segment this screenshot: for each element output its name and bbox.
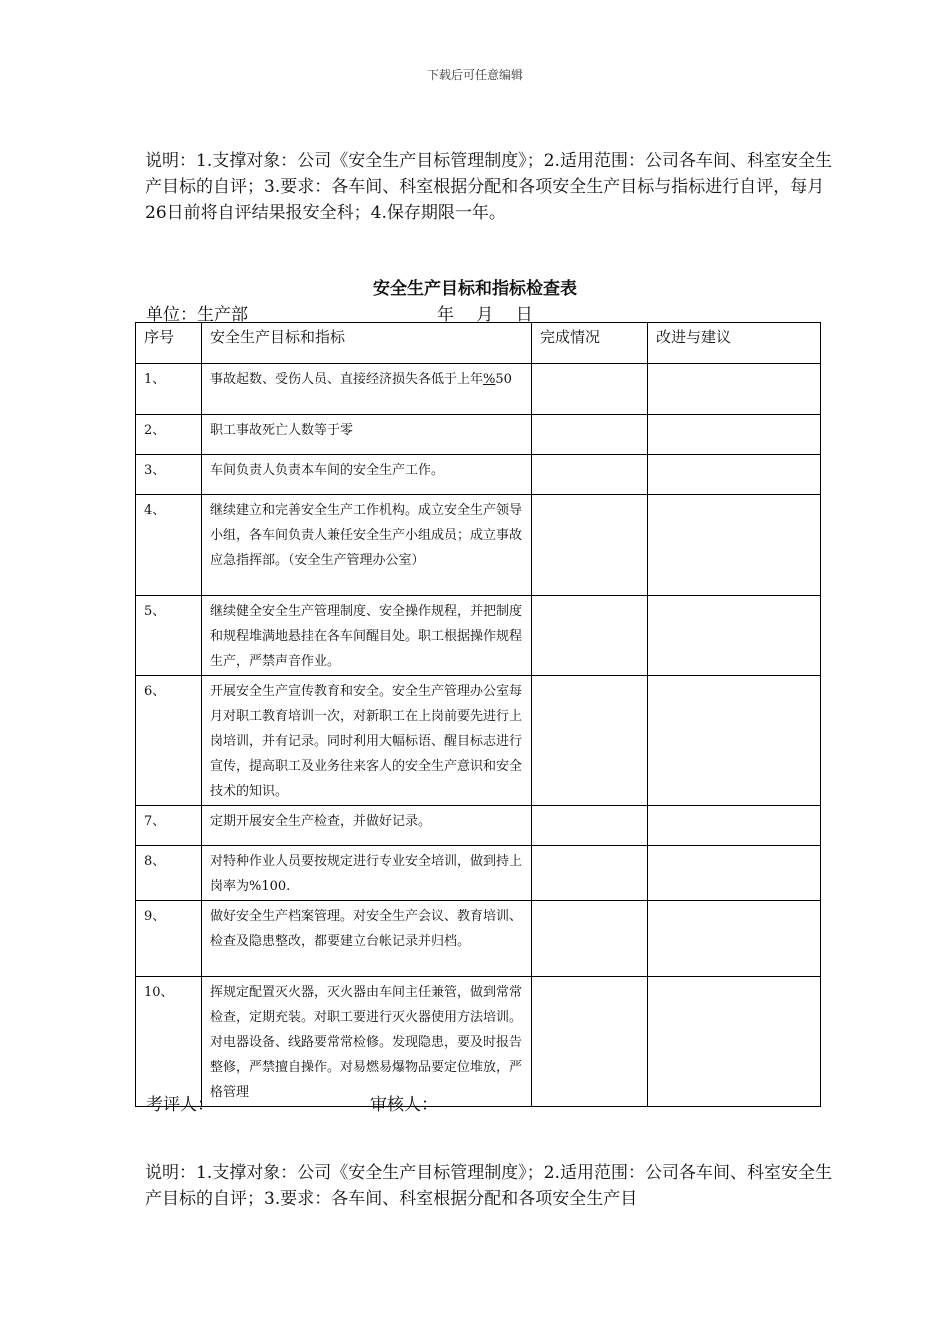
row-number: 3、 — [136, 455, 202, 495]
completion-cell[interactable] — [532, 806, 648, 846]
row-target: 对特种作业人员要按规定进行专业安全培训，做到持上岗率为%100. — [202, 846, 532, 901]
assessor-label: 考评人： — [146, 1095, 214, 1115]
table-row — [136, 901, 821, 977]
footer-paragraph: 说明：1.支撑对象：公司《安全生产目标管理制度》；2.适用范围：公司各车间、科室安全生产目标的自评；3.要求：各车间、科室根据分配和各项安全生产目 — [145, 1163, 832, 1209]
row-target: 继续健全安全生产管理制度、安全操作规程，并把制度和规程堆满地悬挂在各车间醒目处。职工根据操作规程生产，严禁声音作业。 — [202, 596, 532, 676]
table-row — [136, 676, 821, 806]
row-target: 车间负责人负责本车间的安全生产工作。 — [202, 455, 532, 495]
row-target: 开展安全生产宣传教育和安全。安全生产管理办公室每月对职工教育培训一次，对新职工在上岗前要先进行上岗培训，并有记录。同时利用大幅标语、醒目标志进行宣传，提高职工及业务往来客人的安全生产意识和安全技术的知识。 — [202, 676, 532, 806]
suggestion-cell[interactable] — [648, 596, 821, 676]
col-header-target: 安全生产目标和指标 — [202, 323, 532, 364]
completion-cell[interactable] — [532, 364, 648, 415]
col-header-suggestion: 改进与建议 — [648, 323, 821, 364]
suggestion-cell[interactable] — [648, 846, 821, 901]
col-header-number: 序号 — [136, 323, 202, 364]
completion-cell[interactable] — [532, 596, 648, 676]
row-target: 挥规定配置灭火器，灭火器由车间主任兼管，做到常常检查，定期充装。对职工要进行灭火器使用方法培训。对电器设备、线路要常常检修。发现隐患，要及时报告整修，严禁擅自操作。对易燃易爆物品要定位堆放，严格管理 — [202, 977, 532, 1107]
row-number: 10、 — [136, 977, 202, 1107]
suggestion-cell[interactable] — [648, 977, 821, 1107]
date-label: 年 月 日 — [437, 305, 533, 325]
table-row — [136, 364, 821, 415]
row-number: 9、 — [136, 901, 202, 977]
reviewer-label: 审核人： — [370, 1095, 438, 1115]
completion-cell[interactable] — [532, 977, 648, 1107]
completion-cell[interactable] — [532, 846, 648, 901]
row-number: 8、 — [136, 846, 202, 901]
row-target-text: 事故起数、受伤人员、直接经济损失各低于上年 — [210, 372, 484, 387]
row-number: 2、 — [136, 415, 202, 455]
table-header-row — [136, 323, 821, 364]
row-target-tail: 50 — [495, 372, 512, 387]
table-row — [136, 977, 821, 1107]
row-target: 定期开展安全生产检查，并做好记录。 — [202, 806, 532, 846]
row-target-underlined: % — [483, 372, 496, 387]
completion-cell[interactable] — [532, 676, 648, 806]
row-target: 做好安全生产档案管理。对安全生产会议、教育培训、检查及隐患整改，都要建立台帐记录并归档。 — [202, 901, 532, 977]
intro-paragraph: 说明：1.支撑对象：公司《安全生产目标管理制度》；2.适用范围：公司各车间、科室安全生产目标的自评；3.要求：各车间、科室根据分配和各项安全生产目标与指标进行自评，每月26日前将自评结果报安全科；4.保存期限一年。 — [145, 151, 832, 223]
table-row — [136, 596, 821, 676]
suggestion-cell[interactable] — [648, 364, 821, 415]
completion-cell[interactable] — [532, 495, 648, 596]
suggestion-cell[interactable] — [648, 806, 821, 846]
suggestion-cell[interactable] — [648, 415, 821, 455]
table-row — [136, 806, 821, 846]
completion-cell[interactable] — [532, 415, 648, 455]
completion-cell[interactable] — [532, 901, 648, 977]
header-note: 下载后可任意编辑 — [426, 68, 523, 82]
suggestion-cell[interactable] — [648, 676, 821, 806]
table-row — [136, 495, 821, 596]
suggestion-cell[interactable] — [648, 495, 821, 596]
table-row — [136, 455, 821, 495]
row-number: 6、 — [136, 676, 202, 806]
check-table — [135, 322, 821, 1107]
row-target — [202, 364, 532, 415]
table-row — [136, 846, 821, 901]
unit-label: 单位：生产部 — [146, 305, 248, 325]
signature-row — [146, 1090, 438, 1115]
suggestion-cell[interactable] — [648, 901, 821, 977]
row-target: 职工事故死亡人数等于零 — [202, 415, 532, 455]
row-number: 1、 — [136, 364, 202, 415]
row-number: 7、 — [136, 806, 202, 846]
col-header-completion: 完成情况 — [532, 323, 648, 364]
table-row — [136, 415, 821, 455]
suggestion-cell[interactable] — [648, 455, 821, 495]
row-target: 继续建立和完善安全生产工作机构。成立安全生产领导小组，各车间负责人兼任安全生产小组成员；成立事故应急指挥部。（安全生产管理办公室） — [202, 495, 532, 596]
completion-cell[interactable] — [532, 455, 648, 495]
row-number: 4、 — [136, 495, 202, 596]
form-title: 安全生产目标和指标检查表 — [373, 279, 577, 299]
row-number: 5、 — [136, 596, 202, 676]
